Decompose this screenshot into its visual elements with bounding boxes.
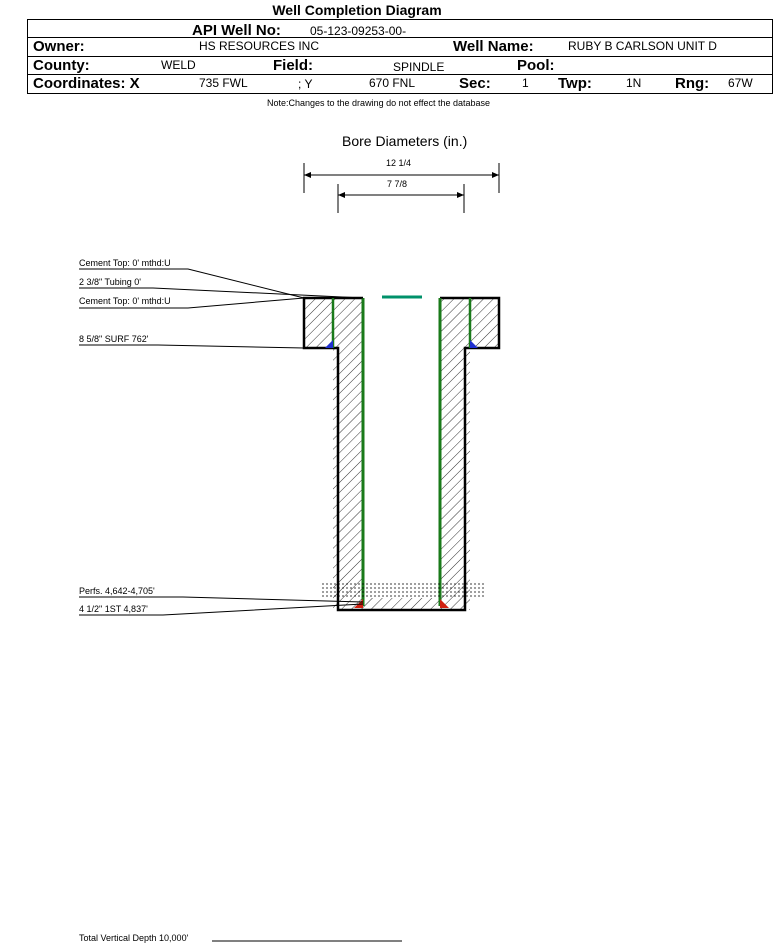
field-label: Field: xyxy=(273,57,313,74)
owner-value: HS RESOURCES INC xyxy=(199,39,320,53)
pool-label: Pool: xyxy=(517,57,555,74)
sec-value: 1 xyxy=(522,76,529,90)
cement-top-label-2: Cement Top: 0' mthd:U xyxy=(79,296,171,306)
rng-label: Rng: xyxy=(675,75,710,92)
tubing-label: 2 3/8" Tubing 0' xyxy=(79,277,141,287)
county-label: County: xyxy=(33,57,90,74)
coord-y-value: ; Y xyxy=(298,77,313,91)
surface-casing-label: 8 5/8" SURF 762' xyxy=(79,334,149,344)
outer-diameter-dimension xyxy=(304,163,499,193)
twp-value: 1N xyxy=(626,76,642,90)
inner-diameter-dimension xyxy=(338,184,464,213)
field-value: SPINDLE xyxy=(393,60,445,74)
twp-label: Twp: xyxy=(558,75,592,92)
sec-label: Sec: xyxy=(459,75,491,92)
well-name-value: RUBY B CARLSON UNIT D xyxy=(568,39,717,53)
bottom-cement-plug xyxy=(363,598,440,610)
rng-value: 67W xyxy=(728,76,753,90)
county-value: WELD xyxy=(161,58,196,72)
well-name-label: Well Name: xyxy=(453,38,534,55)
coord-fnl-value: 670 FNL xyxy=(369,76,416,90)
cement-top-label-1: Cement Top: 0' mthd:U xyxy=(79,258,171,268)
api-value: 05-123-09253-00- xyxy=(310,24,407,38)
coord-x-value: 735 FWL xyxy=(199,76,248,90)
owner-label: Owner: xyxy=(33,38,85,55)
perfs-label: Perfs. 4,642-4,705' xyxy=(79,586,155,596)
diagram-title: Well Completion Diagram xyxy=(272,2,442,18)
inner-diameter-label: 7 7/8 xyxy=(387,179,408,189)
bore-diameters-title: Bore Diameters (in.) xyxy=(342,133,468,149)
database-note: Note:Changes to the drawing do not effect the database xyxy=(267,98,490,108)
api-label: API Well No: xyxy=(192,22,281,39)
coordinates-label: Coordinates: X xyxy=(33,75,140,92)
total-depth-label: Total Vertical Depth 10,000' xyxy=(79,933,189,943)
outer-diameter-label: 12 1/4 xyxy=(386,158,412,168)
production-casing-label: 4 1/2" 1ST 4,837' xyxy=(79,604,148,614)
